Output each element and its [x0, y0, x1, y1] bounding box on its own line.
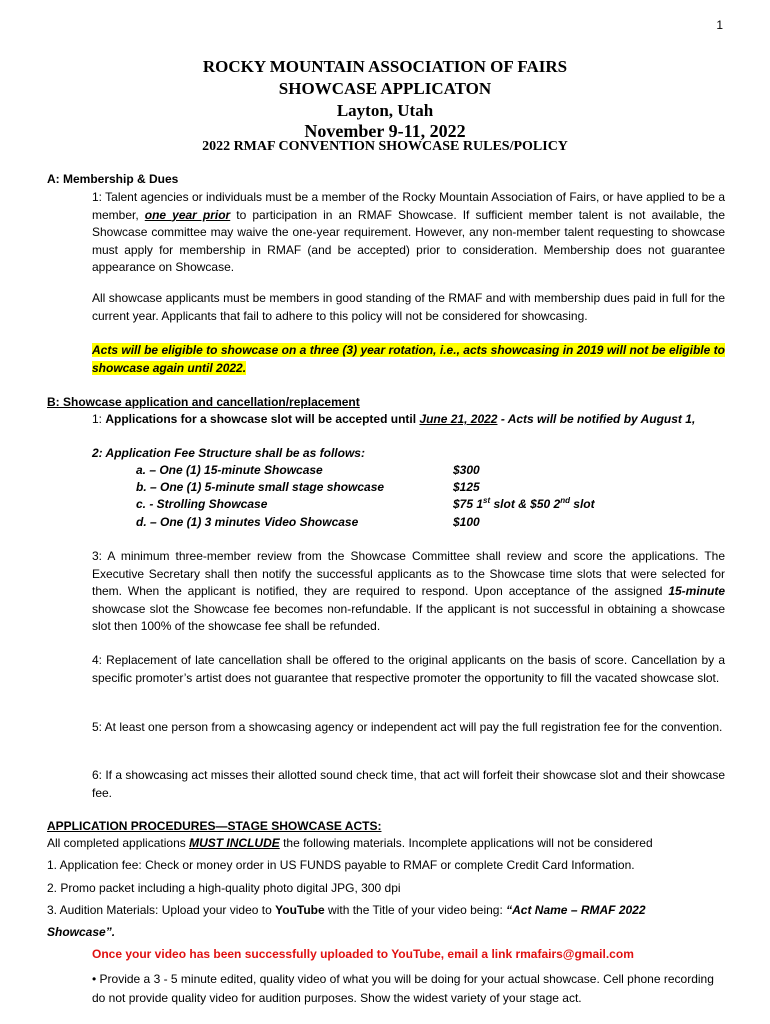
text-span: 3. Audition Materials: Upload your video to — [47, 903, 276, 917]
procedures-item-3-continued: Showcase”. — [47, 925, 116, 939]
text-span: 1: Talent agencies or individuals must be a member of the Rocky Mountain Association of Fairs, or have applied to be a member, — [92, 190, 725, 222]
section-a-heading: A: Membership & Dues — [47, 172, 179, 186]
page-number: 1 — [716, 18, 723, 32]
fee-price-c — [453, 497, 595, 511]
video-title-format: “Act Name – RMAF 2022 — [506, 903, 646, 917]
text-span: - Acts will be notified by August 1, — [497, 412, 696, 426]
event-dates: November 9-11, 2022 — [304, 121, 466, 141]
bullet-icon: • — [92, 972, 97, 986]
emphasis-15-minute: 15-minute — [668, 584, 725, 598]
fee-price-a: $300 — [453, 463, 480, 477]
emphasis-one-year-prior: one year prior — [144, 207, 231, 222]
procedures-item-2: 2. Promo packet including a high-quality photo digital JPG, 300 dpi — [47, 881, 401, 895]
text-span: 3: A minimum three-member review from the Showcase Committee shall review and score the applications. The Executive Secretary shall then notify the successful applicants as to the Showcase time slots that were selected for them. When the applicant is notified, they are required to respond. Upon acceptance of the assigned — [92, 549, 725, 598]
text-span: slot & $50 2 — [490, 497, 561, 511]
fee-label-a: a. – One (1) 15-minute Showcase — [136, 463, 323, 477]
rules-subtitle: 2022 RMAF CONVENTION SHOWCASE RULES/POLICY — [202, 139, 568, 154]
youtube-label: YouTube — [275, 903, 325, 917]
text-span: Provide a 3 - 5 minute edited, quality video of what you will be doing for your actual showcase. Cell phone recording do not provide quality video for audition purposes. Show the widest variety of your stage act. — [92, 972, 714, 1005]
text-span: the following materials. Incomplete applications will not be considered — [279, 836, 653, 850]
text-span: with the Title of your video being: — [324, 903, 507, 917]
text-span: $75 1 — [453, 497, 484, 511]
procedures-heading: APPLICATION PROCEDURES—STAGE SHOWCASE ACTS: — [47, 819, 382, 833]
text-span: All completed applications — [47, 836, 190, 850]
procedures-item-1: 1. Application fee: Check or money order in US FUNDS payable to RMAF or complete Credit Card Information. — [47, 858, 635, 872]
superscript: nd — [560, 496, 570, 505]
fee-structure-heading: 2: Application Fee Structure shall be as follows: — [92, 446, 365, 460]
video-guidelines-bullet — [92, 970, 725, 1008]
text-span: slot — [569, 497, 595, 511]
superscript: st — [483, 496, 491, 505]
fee-label-b: b. – One (1) 5-minute small stage showcase — [136, 480, 385, 494]
section-b-paragraph-4: 4: Replacement of late cancellation shall be offered to the original applicants on the basis of score. Cancellation by a specific promoter’s artist does not guarantee that respective promoter the opportunity to fill the vacated showcase slot. — [92, 653, 725, 685]
fee-price-b: $125 — [453, 480, 480, 494]
deadline-date: June 21, 2022 — [419, 412, 498, 426]
upload-email-notice: Once your video has been successfully uploaded to YouTube, email a link rmafairs@gmail.com — [92, 947, 634, 961]
text-span: to participation in an RMAF Showcase. If sufficient member talent is not available, the Showcase committee may waive the one-year requirement. However, any non-member talent requesting to showcase must apply for membership in RMAF (and be accepted) prior to consideration. Membership does not guarantee appearance on Showcase. — [92, 207, 726, 274]
section-b-paragraph-6: 6: If a showcasing act misses their allotted sound check time, that act will forfeit their showcase slot and their showcase fee. — [92, 768, 725, 800]
org-title: ROCKY MOUNTAIN ASSOCIATION OF FAIRS — [202, 57, 568, 76]
text-span: Applications for a showcase slot will be accepted until — [105, 412, 420, 426]
section-b-heading: B: Showcase application and cancellation/replacement — [47, 395, 360, 409]
section-a-paragraph-1 — [92, 189, 725, 277]
section-a-paragraph-2: All showcase applicants must be members in good standing of the RMAF and with membership dues paid in full for the current year. Applicants that fail to adhere to this policy will not be considered for showcasing. — [92, 291, 725, 323]
doc-title: SHOWCASE APPLICATON — [278, 79, 492, 98]
text-span: showcase slot the Showcase fee becomes non-refundable. If the applicant is not successful in obtaining a showcase slot then 100% of the showcase fee shall be refunded. — [92, 601, 725, 633]
section-b-paragraph-3 — [92, 548, 725, 636]
procedures-intro — [47, 836, 653, 850]
highlighted-text: Acts will be eligible to showcase on a three (3) year rotation, i.e., acts showcasing in 2019 will not be eligible to showcase again until 2022. — [92, 343, 725, 375]
location: Layton, Utah — [336, 101, 434, 120]
section-a-rotation-notice — [92, 342, 725, 377]
emphasis-must-include: MUST INCLUDE — [189, 836, 280, 850]
fee-label-c: c. - Strolling Showcase — [136, 497, 268, 511]
procedures-item-3 — [47, 903, 646, 917]
fee-label-d: d. – One (1) 3 minutes Video Showcase — [136, 515, 359, 529]
section-b-paragraph-5: 5: At least one person from a showcasing agency or independent act will pay the full registration fee for the convention. — [92, 720, 723, 734]
section-b-item-1 — [92, 412, 732, 426]
text-span: 1: — [92, 412, 106, 426]
fee-price-d: $100 — [453, 515, 480, 529]
